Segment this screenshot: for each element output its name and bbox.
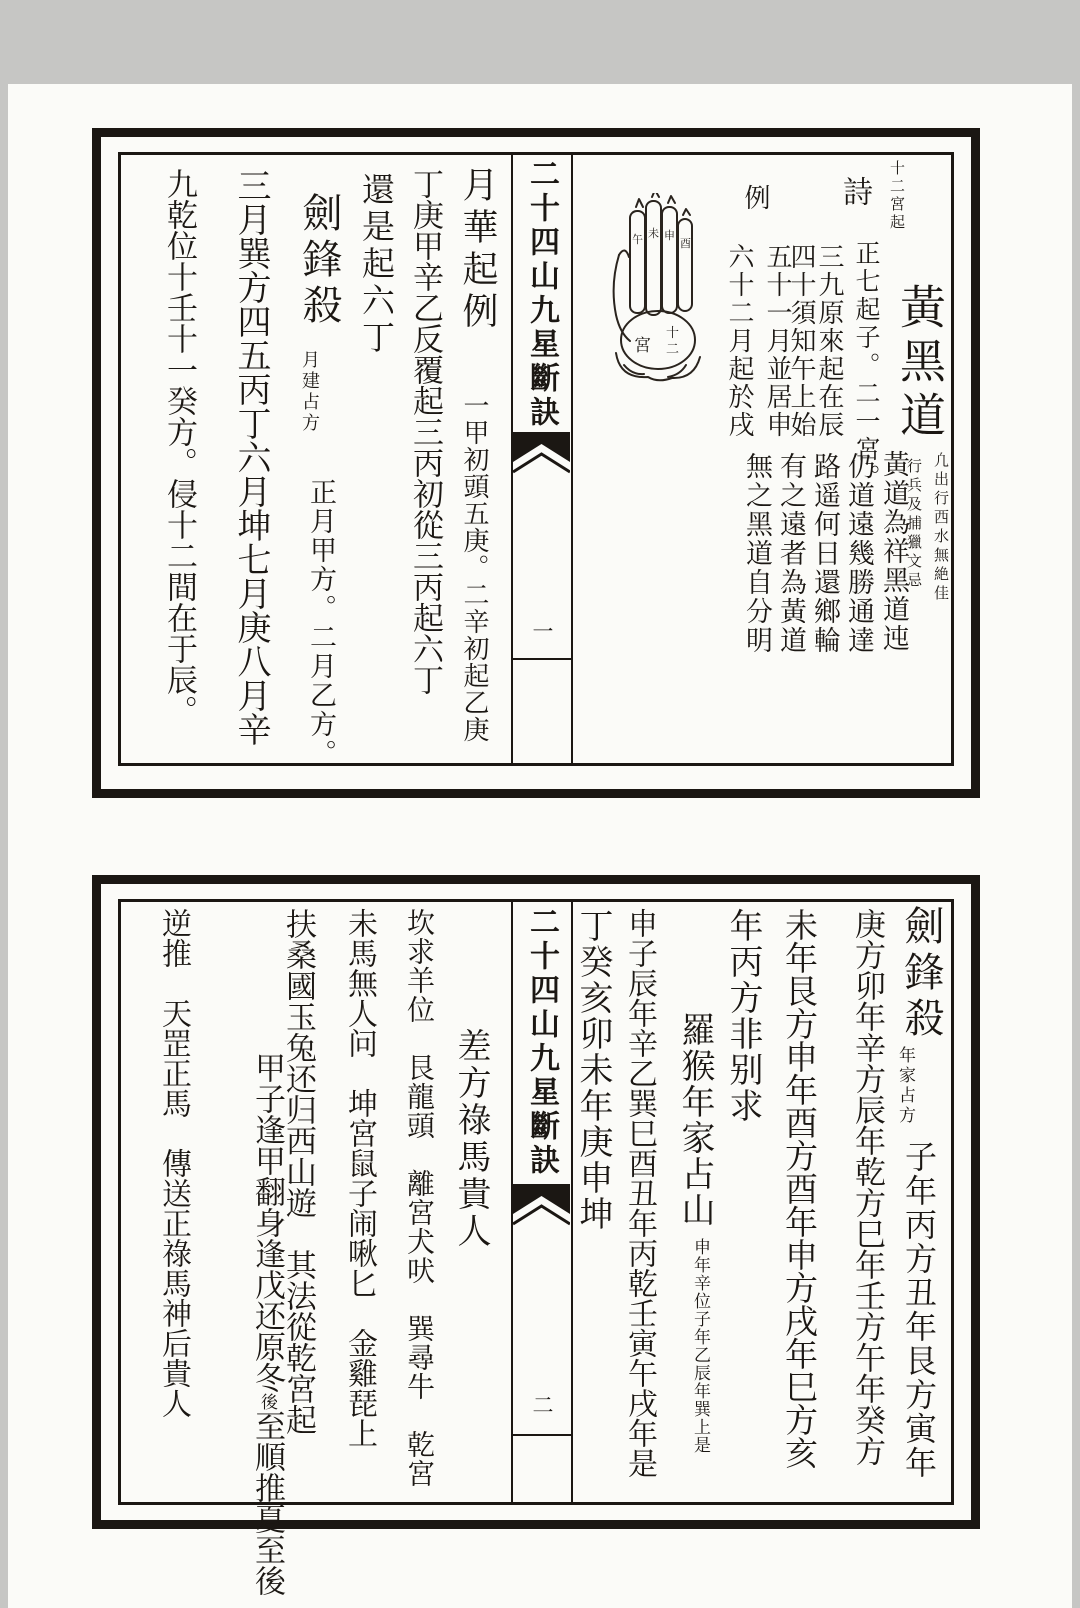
text-column: 子年丙方丑年艮方寅年 <box>900 1140 938 1480</box>
page1-banxin-right-line <box>571 155 573 763</box>
text-column: 正月甲方。二月乙方。 <box>305 478 336 768</box>
fishtail-icon <box>513 432 570 476</box>
finger-label: 酉 <box>680 237 691 250</box>
finger-label: 午 <box>632 233 643 246</box>
poem-line: 正七起子。二一宮。 <box>852 240 881 492</box>
verse-line: 黃道為祥黑道迍 <box>878 450 909 653</box>
poem-line: 五十一月並居申 <box>762 243 792 439</box>
text-column: 一甲初頭五庚。二辛初起乙庚 <box>459 392 489 743</box>
text-column: 逆推 天罡正馬 傳送正祿馬神后貴人 <box>156 908 191 1418</box>
section-heading-jianfengsha: 劍鋒殺 <box>898 905 944 1043</box>
example-label: 例 <box>740 184 770 210</box>
page1-banxin-divider <box>512 658 572 660</box>
verse-line: 仍道遠幾勝通達 <box>843 452 874 655</box>
section-heading-jianfengsha: 劍鋒殺 <box>296 192 342 330</box>
fishtail-icon <box>513 1184 570 1228</box>
inline-note: 後 <box>257 1393 277 1411</box>
hand-chart <box>586 193 714 383</box>
section-heading-chafang: 差方祿馬貴人 <box>451 1028 491 1250</box>
palm-label: 二 <box>666 342 680 357</box>
poem-line: 三九原來起在辰 <box>814 243 844 439</box>
text-column: 丁庚甲辛乙反覆起三丙初從三丙起六丁 <box>407 168 443 695</box>
text-run: 至順推夏至後 <box>249 1410 285 1597</box>
verse-line: 無之黑道自分明 <box>741 452 772 655</box>
text-column: 坎求羊位 艮龍頭 離宮犬吠 巽尋牛 乾宮 <box>403 908 436 1488</box>
text-column: 三月巽方四五丙丁六月坤七月庚八月辛 <box>231 168 271 746</box>
section-heading-luohou: 羅猴年家占山 <box>675 1012 715 1228</box>
section-heading-yuehua: 月華起例 <box>457 166 498 334</box>
corner-note: 十二宮起 <box>888 160 906 232</box>
palm-label: 十 <box>666 326 680 341</box>
verse-line: 有之遠者為黃道 <box>775 452 806 655</box>
section-heading-huangheidao: 黃黑道 <box>893 283 947 445</box>
annotation-column: 行兵及捕獵文忌 <box>905 458 923 591</box>
annotation-column: 申年辛位子年乙辰年巽上是 <box>690 1238 710 1454</box>
page2-folio-number: 二 <box>530 1394 554 1415</box>
poem-line: 四十須知午上始 <box>786 243 816 439</box>
text-column: 丁癸亥卯未年庚申坤 <box>573 908 613 1232</box>
text-column: 九乾位十壬十一癸方。侵十二間在于辰。 <box>161 168 197 726</box>
annotation-column: 月建占方 <box>299 350 320 434</box>
text-column: 未年艮方申年酉方酉年申方戌年巳方亥 <box>780 908 819 1469</box>
palm-label: 宮 <box>634 336 651 356</box>
finger-label: 未 <box>648 227 659 240</box>
page1-banxin-title: 二十四山九星斷訣 <box>524 158 559 430</box>
text-column: 庚方卯年辛方辰年乾方巳年壬方午年癸方 <box>849 908 885 1466</box>
text-column: 申子辰年辛乙巽巳酉丑年丙乾壬寅午戌年是 <box>622 908 657 1478</box>
page2-banxin-title: 二十四山九星斷訣 <box>524 906 559 1178</box>
finger-label: 申 <box>664 229 675 242</box>
text-column: 未馬無人问 坤宮鼠子闹啾匕 金雞琵上 <box>342 908 377 1448</box>
page2-banxin-divider <box>512 1434 572 1436</box>
text-column: 還是起六丁 <box>357 172 396 357</box>
annotation-column: 年家占方 <box>895 1046 915 1126</box>
annotation-column: 凢出行西水無絶佳 <box>932 452 950 604</box>
text-column <box>220 908 316 1597</box>
text-column: 年丙方非别求 <box>723 908 763 1124</box>
page1-folio-number: 一 <box>530 620 554 641</box>
text-column: 扶桑國玉兔还归西山遊 其法從乾宮起 <box>280 908 316 1435</box>
poem-label: 詩 <box>837 176 872 206</box>
text-run: 甲子逢甲翻身逢戊还原冬 <box>249 1052 285 1393</box>
verse-line: 路遥何日還鄉輪 <box>809 452 840 655</box>
poem-line: 六十二月起於戌 <box>724 243 754 439</box>
